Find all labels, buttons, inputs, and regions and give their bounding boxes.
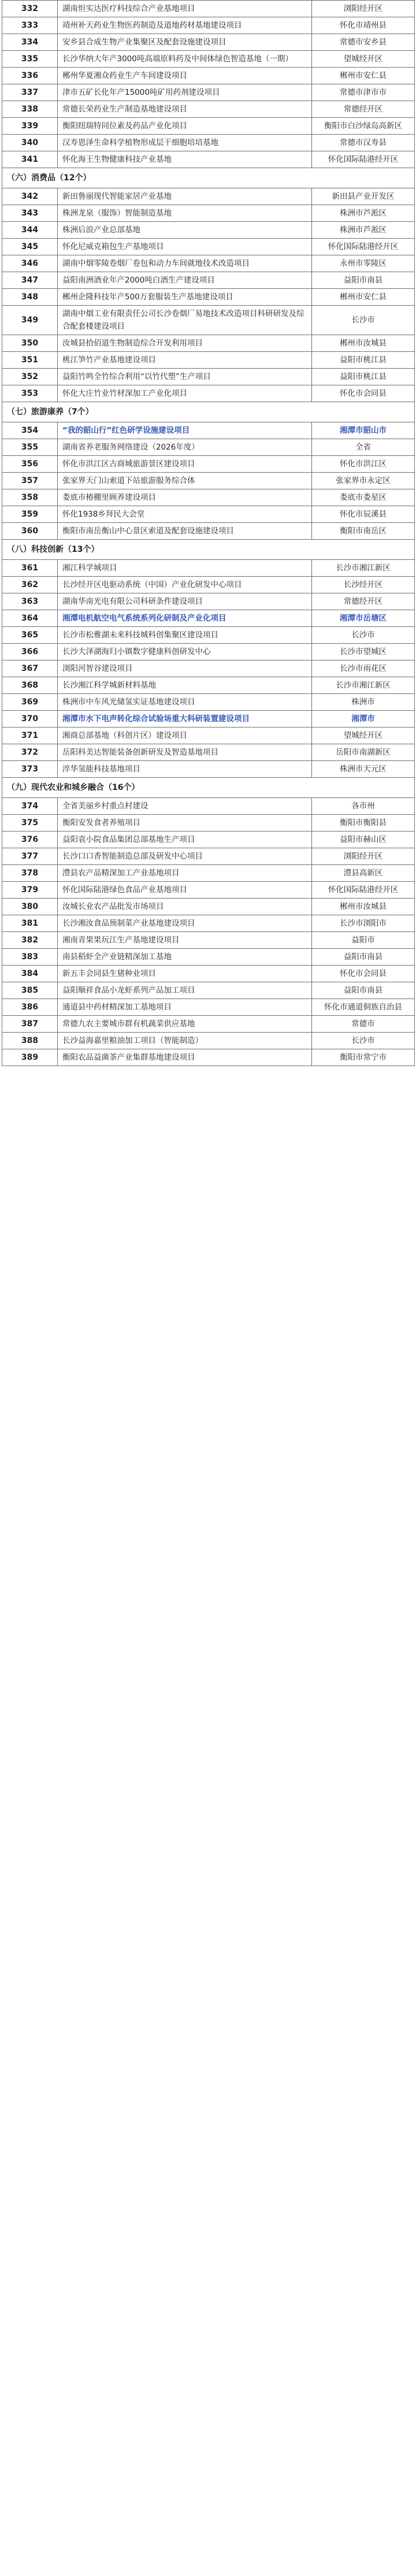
project-number: 370 <box>2 711 58 727</box>
project-name: 娄底市椿棚里顾养建设项目 <box>58 489 312 506</box>
project-name: 长沙经开区电驱动系统（中国）产业化研发中心项目 <box>58 577 312 593</box>
project-number: 352 <box>2 369 58 385</box>
project-number: 332 <box>2 1 58 17</box>
project-row <box>2 1 415 17</box>
project-row <box>2 489 415 506</box>
project-row <box>2 577 415 593</box>
project-row <box>2 151 415 168</box>
project-location: 怀化市洪江区 <box>312 456 415 473</box>
project-location: 望城经开区 <box>312 727 415 744</box>
project-row <box>2 832 415 848</box>
project-row <box>2 17 415 34</box>
project-name: 衡阳农品益菌茶产业集群基地建设项目 <box>58 1049 312 1066</box>
project-name: 桃江笋竹产业基地建设项目 <box>58 352 312 369</box>
project-number: 357 <box>2 473 58 489</box>
project-row <box>2 915 415 932</box>
project-number: 350 <box>2 335 58 352</box>
project-location: 株洲市芦淞区 <box>312 222 415 239</box>
project-number: 336 <box>2 68 58 84</box>
project-location: 株洲市 <box>312 694 415 711</box>
project-row <box>2 999 415 1016</box>
project-name: 怀化大庄竹业竹材深加工产业化项目 <box>58 385 312 402</box>
project-number: 343 <box>2 205 58 222</box>
project-number: 361 <box>2 560 58 577</box>
project-number: 387 <box>2 1016 58 1033</box>
project-location: 娄底市娄星区 <box>312 489 415 506</box>
project-name: 益阳袁小院食品集团总部基地生产项目 <box>58 832 312 848</box>
project-location: 长沙市 <box>312 627 415 644</box>
project-name: 怀化市洪江区古商城旅游景区建设项目 <box>58 456 312 473</box>
project-location: 怀化市会同县 <box>312 966 415 982</box>
project-row <box>2 369 415 385</box>
project-name: 全省美丽乡村重点村建设 <box>58 798 312 815</box>
project-number: 349 <box>2 306 58 335</box>
project-name: 株洲市中车风光储氢实证基地建设项目 <box>58 694 312 711</box>
project-name: 长沙益海嘉里粮油加工项目（智能制造） <box>58 1033 312 1049</box>
section-header-row <box>2 402 415 422</box>
project-row <box>2 932 415 949</box>
project-row <box>2 34 415 51</box>
project-name: 长沙华纳大年产3000吨高端原料药及中间体绿色智造基地（一期） <box>58 51 312 68</box>
project-row <box>2 222 415 239</box>
project-name: 衡阳市南岳衡山中心景区索道及配套设施建设项目 <box>58 523 312 540</box>
project-row <box>2 385 415 402</box>
project-number: 380 <box>2 899 58 915</box>
project-name: 怀化1938乡拜民大会堂 <box>58 506 312 523</box>
project-row <box>2 118 415 135</box>
project-number: 372 <box>2 744 58 761</box>
project-number: 338 <box>2 101 58 118</box>
project-location: 衡阳市南岳区 <box>312 523 415 540</box>
project-location: 浏阳经开区 <box>312 848 415 865</box>
project-location: 常德经开区 <box>312 593 415 610</box>
project-number: 365 <box>2 627 58 644</box>
project-row <box>2 68 415 84</box>
project-number: 351 <box>2 352 58 369</box>
project-name: 长沙湘汝食品预制菜产业基地建设项目 <box>58 915 312 932</box>
project-row <box>2 865 415 882</box>
project-location: 张家界市永定区 <box>312 473 415 489</box>
project-location: 怀化市会同县 <box>312 385 415 402</box>
project-name: 常德九农主要城市群有机蔬菜供应基地 <box>58 1016 312 1033</box>
project-location: 岳阳市南湖新区 <box>312 744 415 761</box>
project-location: 长沙市湘江新区 <box>312 560 415 577</box>
project-number: 342 <box>2 188 58 205</box>
project-row <box>2 627 415 644</box>
project-name: 安乡县合成生物产业集聚区及配套设施建设项目 <box>58 34 312 51</box>
project-location: 衡阳市常宁市 <box>312 1049 415 1066</box>
project-location: 益阳市 <box>312 932 415 949</box>
project-name: 湘江科学城项目 <box>58 560 312 577</box>
project-row <box>2 352 415 369</box>
project-location: 新田县产业开发区 <box>312 188 415 205</box>
project-number: 353 <box>2 385 58 402</box>
project-number: 354 <box>2 422 58 439</box>
project-number: 339 <box>2 118 58 135</box>
project-number: 341 <box>2 151 58 168</box>
project-number: 383 <box>2 949 58 966</box>
project-row <box>2 523 415 540</box>
project-row <box>2 456 415 473</box>
project-name: 湖南恒实达医疗科技综合产业基地项目 <box>58 1 312 17</box>
project-row <box>2 306 415 335</box>
project-number: 344 <box>2 222 58 239</box>
project-location: 澧县高新区 <box>312 865 415 882</box>
project-name: 益阳竹鸣全竹综合利用“以竹代塑”生产项目 <box>58 369 312 385</box>
project-number: 379 <box>2 882 58 899</box>
project-location: 衡阳市衡阳县 <box>312 815 415 832</box>
section-header-row <box>2 168 415 188</box>
project-row <box>2 966 415 982</box>
project-name: 衡阳纽瑞特同位素及药品产业化项目 <box>58 118 312 135</box>
project-name: 湘潭电机航空电气系统系列化研制及产业化项目 <box>58 610 312 627</box>
project-number: 389 <box>2 1049 58 1066</box>
project-name: 淬华氢能科技基地项目 <box>58 761 312 778</box>
project-location: 永州市零陵区 <box>312 255 415 272</box>
project-row <box>2 422 415 439</box>
project-location: 怀化市通道侗族自治县 <box>312 999 415 1016</box>
project-name: 长沙市松雅湖未来科技城科创集聚区建设项目 <box>58 627 312 644</box>
project-number: 378 <box>2 865 58 882</box>
project-location: 常德市安乡县 <box>312 34 415 51</box>
project-location: 湘潭市韶山市 <box>312 422 415 439</box>
project-number: 388 <box>2 1033 58 1049</box>
project-row <box>2 848 415 865</box>
project-location: 益阳市桃江县 <box>312 369 415 385</box>
project-location: 怀化国际陆港经开区 <box>312 239 415 255</box>
project-location: 益阳市赫山区 <box>312 832 415 848</box>
project-location: 郴州市安仁县 <box>312 289 415 306</box>
project-name: 湘潭市水下电声转化综合试验场重大科研装置建设项目 <box>58 711 312 727</box>
project-row <box>2 660 415 677</box>
project-row <box>2 899 415 915</box>
project-row <box>2 239 415 255</box>
project-number: 359 <box>2 506 58 523</box>
project-number: 347 <box>2 272 58 289</box>
section-title: （八）科技创新（13个） <box>2 540 415 560</box>
project-name: 益阳顺祥食品小龙虾系列产品加工项目 <box>58 982 312 999</box>
project-name: 常德长荣药业生产制造基地建设项目 <box>58 101 312 118</box>
project-number: 334 <box>2 34 58 51</box>
project-name: 澧县农产品精深加工产业基地项目 <box>58 865 312 882</box>
project-number: 367 <box>2 660 58 677</box>
project-number: 371 <box>2 727 58 744</box>
project-name: 汝城长业农产品批发市场项目 <box>58 899 312 915</box>
project-row <box>2 610 415 627</box>
project-name: 南县稻虾全产业链精深加工基地 <box>58 949 312 966</box>
project-row <box>2 255 415 272</box>
project-name: 湘南青果果玩江生产基地建设项目 <box>58 932 312 949</box>
project-row <box>2 593 415 610</box>
project-location: 株洲市天元区 <box>312 761 415 778</box>
project-name: 新田鲁丽现代智能家居产业基地 <box>58 188 312 205</box>
project-row <box>2 205 415 222</box>
project-row <box>2 135 415 151</box>
project-name: 株洲龙泉（服饰）智能制造基地 <box>58 205 312 222</box>
project-number: 363 <box>2 593 58 610</box>
project-location: 长沙市湘江新区 <box>312 677 415 694</box>
project-row <box>2 506 415 523</box>
project-name: 湖南中烟工业有限责任公司长沙卷烟厂易地技术改造项目科研研发及综合配套楼建设项目 <box>58 306 312 335</box>
project-name: “我的韶山行”红色研学设施建设项目 <box>58 422 312 439</box>
project-number: 364 <box>2 610 58 627</box>
project-number: 340 <box>2 135 58 151</box>
project-row <box>2 711 415 727</box>
project-row <box>2 815 415 832</box>
project-location: 望城经开区 <box>312 51 415 68</box>
project-location: 怀化国际陆港经开区 <box>312 882 415 899</box>
project-name: 怀化海王生物健康科技产业基地 <box>58 151 312 168</box>
project-row <box>2 188 415 205</box>
project-row <box>2 84 415 101</box>
project-location: 郴州市汝城县 <box>312 335 415 352</box>
project-name: 湘商总部基地（科创片区）建设项目 <box>58 727 312 744</box>
project-location: 郴州市安仁县 <box>312 68 415 84</box>
project-row <box>2 644 415 660</box>
project-row <box>2 439 415 456</box>
project-name: 怀化尼威克箱包生产基地项目 <box>58 239 312 255</box>
project-name: 湖南中烟零陵卷烟厂卷包和动力车间就地技术改造项目 <box>58 255 312 272</box>
project-location: 株洲市芦淞区 <box>312 205 415 222</box>
project-location: 长沙市浏阳市 <box>312 915 415 932</box>
project-number: 337 <box>2 84 58 101</box>
project-name: 郴州华夏湘众药业生产车间建设项目 <box>58 68 312 84</box>
project-location: 郴州市汝城县 <box>312 899 415 915</box>
project-name: 衡阳安发食者养殖项目 <box>58 815 312 832</box>
project-table <box>2 0 415 1066</box>
section-header-row <box>2 778 415 798</box>
project-number: 362 <box>2 577 58 593</box>
project-number: 346 <box>2 255 58 272</box>
project-row <box>2 727 415 744</box>
project-name: 浏阳河智谷建设项目 <box>58 660 312 677</box>
project-row <box>2 761 415 778</box>
project-location: 怀化市辰溪县 <box>312 506 415 523</box>
project-row <box>2 1033 415 1049</box>
project-name: 湖南省养老服务网络建设（2026年度） <box>58 439 312 456</box>
section-title: （七）旅游康养（7个） <box>2 402 415 422</box>
project-number: 360 <box>2 523 58 540</box>
section-title: （九）现代农业和城乡融合（16个） <box>2 778 415 798</box>
project-name: 益阳南洲酒业年产2000吨白酒生产建设项目 <box>58 272 312 289</box>
project-location: 浏阳经开区 <box>312 1 415 17</box>
project-name: 长沙大泽湖海归小镇数字健康科创研发中心 <box>58 644 312 660</box>
project-name: 湖南华南光电有限公司科研条件建设项目 <box>58 593 312 610</box>
project-location: 各市州 <box>312 798 415 815</box>
project-name: 株洲后浪产业总部基地 <box>58 222 312 239</box>
project-row <box>2 1049 415 1066</box>
project-number: 382 <box>2 932 58 949</box>
project-name: 长沙湘江科学城新材料基地 <box>58 677 312 694</box>
project-location: 长沙经开区 <box>312 577 415 593</box>
project-name: 通道县中药材精深加工基地项目 <box>58 999 312 1016</box>
project-location: 益阳市南县 <box>312 272 415 289</box>
project-number: 384 <box>2 966 58 982</box>
project-name: 岳阳科美达智能装备创新研发及智造基地项目 <box>58 744 312 761</box>
project-location: 湘潭市岳塘区 <box>312 610 415 627</box>
project-number: 376 <box>2 832 58 848</box>
project-name: 新五丰会同县生猪种业项目 <box>58 966 312 982</box>
project-row <box>2 51 415 68</box>
project-location: 长沙市 <box>312 1033 415 1049</box>
project-row <box>2 272 415 289</box>
project-location: 长沙市 <box>312 306 415 335</box>
project-name: 汉寿恩泽生命科学植物形成层干细胞培培基地 <box>58 135 312 151</box>
project-number: 335 <box>2 51 58 68</box>
project-name: 靖州补天药业生物医药制造及道地药材基地建设项目 <box>58 17 312 34</box>
project-row <box>2 882 415 899</box>
project-name: 津市五矿长化年产15000吨矿用药剂建设项目 <box>58 84 312 101</box>
project-number: 366 <box>2 644 58 660</box>
project-row <box>2 560 415 577</box>
project-number: 369 <box>2 694 58 711</box>
project-location: 全省 <box>312 439 415 456</box>
project-number: 381 <box>2 915 58 932</box>
project-row <box>2 335 415 352</box>
project-row <box>2 677 415 694</box>
project-number: 375 <box>2 815 58 832</box>
project-name: 怀化国际陆港绿色食品产业基地项目 <box>58 882 312 899</box>
project-location: 益阳市南县 <box>312 949 415 966</box>
section-title: （六）消费品（12个） <box>2 168 415 188</box>
project-number: 356 <box>2 456 58 473</box>
project-number: 373 <box>2 761 58 778</box>
project-row <box>2 694 415 711</box>
project-table-body <box>2 1 415 1066</box>
project-number: 348 <box>2 289 58 306</box>
project-row <box>2 798 415 815</box>
project-location: 益阳市南县 <box>312 982 415 999</box>
project-name: 汝城县拾佰道生物制造综合开发利用项目 <box>58 335 312 352</box>
project-number: 386 <box>2 999 58 1016</box>
project-row <box>2 1016 415 1033</box>
project-location: 常德经开区 <box>312 101 415 118</box>
project-name: 张家界天门山索道下站旅游服务综合体 <box>58 473 312 489</box>
project-number: 374 <box>2 798 58 815</box>
project-name: 郴州企隆科技年产500万套服装生产基地建设项目 <box>58 289 312 306</box>
project-location: 常德市汉寿县 <box>312 135 415 151</box>
project-number: 333 <box>2 17 58 34</box>
project-location: 怀化国际陆港经开区 <box>312 151 415 168</box>
project-location: 常德市津市市 <box>312 84 415 101</box>
project-number: 385 <box>2 982 58 999</box>
project-row <box>2 289 415 306</box>
project-location: 湘潭市 <box>312 711 415 727</box>
project-row <box>2 473 415 489</box>
project-row <box>2 982 415 999</box>
project-name: 长沙口口香智能制造总部及研发中心项目 <box>58 848 312 865</box>
project-location: 益阳市桃江县 <box>312 352 415 369</box>
project-location: 长沙市望城区 <box>312 644 415 660</box>
project-row <box>2 101 415 118</box>
project-row <box>2 949 415 966</box>
project-location: 长沙市雨花区 <box>312 660 415 677</box>
project-number: 377 <box>2 848 58 865</box>
section-header-row <box>2 540 415 560</box>
project-number: 358 <box>2 489 58 506</box>
project-location: 衡阳市白沙绿岛高新区 <box>312 118 415 135</box>
project-number: 345 <box>2 239 58 255</box>
project-row <box>2 744 415 761</box>
project-number: 355 <box>2 439 58 456</box>
project-location: 怀化市靖州县 <box>312 17 415 34</box>
project-location: 常德市 <box>312 1016 415 1033</box>
project-number: 368 <box>2 677 58 694</box>
